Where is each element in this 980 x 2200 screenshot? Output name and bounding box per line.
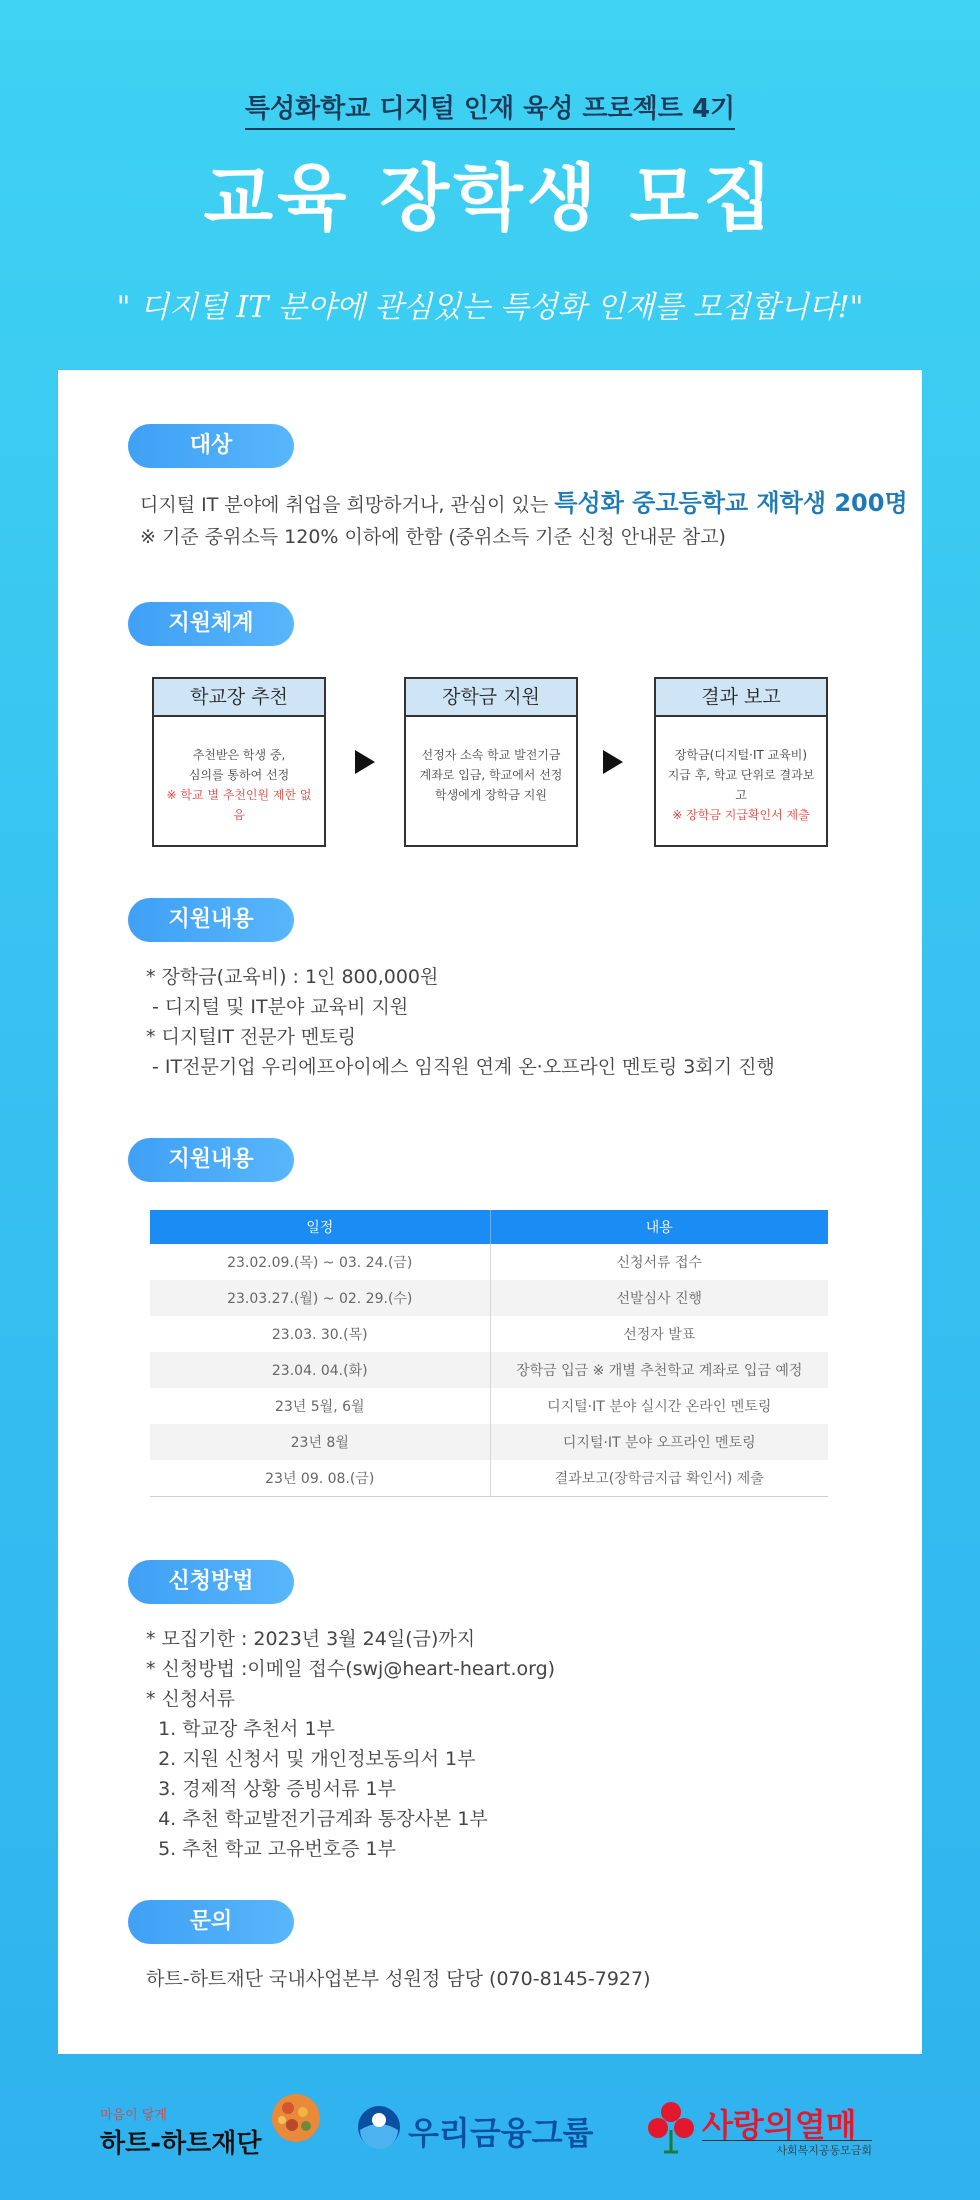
section-label-apply: 신청방법	[128, 1560, 294, 1604]
contact-text: 하트-하트재단 국내사업본부 성원정 담당 (070-8145-7927)	[146, 1968, 651, 1990]
section-label-schedule: 지원내용	[128, 1138, 294, 1182]
flow-step-text: 선정자 소속 학교 발전기금	[421, 748, 561, 762]
flow-step-scholarship	[404, 677, 578, 847]
flow-arrow-icon	[355, 750, 375, 774]
love-subtitle: 사회복지공동모금회	[702, 2140, 872, 2158]
list-item: * 신청서류	[146, 1688, 235, 1710]
table-row	[150, 1424, 828, 1460]
table-header: 내용	[490, 1210, 828, 1244]
apply-list	[146, 1624, 555, 1864]
flow-arrow-icon	[603, 750, 623, 774]
heart-name: 하트-하트재단	[100, 2129, 262, 2159]
table-row	[150, 1316, 828, 1352]
table-cell: 선정자 발표	[623, 1327, 696, 1343]
flow-step-text: 장학금(디지털·IT 교육비)	[674, 748, 808, 762]
flow-step-text: 심의를 통하여 선정	[188, 768, 290, 782]
flow-step-report	[654, 677, 828, 847]
table-cell: 23년 8월	[150, 1424, 490, 1460]
list-item: - IT전문기업 우리에프아이에스 임직원 연계 온·오프라인 멘토링 3회기 진행	[146, 1056, 775, 1078]
section-label-contact: 문의	[128, 1900, 294, 1944]
flow-step-note: ※ 학교 별 추천인원 제한 없음	[166, 788, 312, 822]
table-row	[150, 1244, 828, 1280]
table-cell: 디지털·IT 분야 실시간 온라인 멘토링	[547, 1399, 772, 1415]
list-item: * 디지털IT 전문가 멘토링	[146, 1026, 357, 1048]
table-header: 일정	[150, 1210, 490, 1244]
content-card	[58, 370, 922, 2054]
target-line-1: 디지털 IT 분야에 취업을 희망하거나, 관심이 있는 특성화 중고등학교 재학생 200명	[140, 489, 908, 517]
header	[0, 0, 980, 370]
list-item: 5. 추천 학교 고유번호증 1부	[146, 1838, 396, 1860]
flow-step-text: 학생에게 장학금 지원	[435, 788, 547, 802]
flow-step-text: 지급 후, 학교 단위로 결과보고	[667, 768, 815, 802]
page-title: 교육 장학생 모집	[203, 156, 777, 240]
flow-step-title: 장학금 지원	[406, 679, 576, 717]
mosaic-circle-icon	[270, 2092, 322, 2144]
section-label-target: 대상	[128, 424, 294, 468]
list-item: - 디지털 및 IT분야 교육비 지원	[146, 996, 409, 1018]
list-item: * 모집기한 : 2023년 3월 24일(금)까지	[146, 1628, 476, 1650]
flow-step-text: 추천받은 학생 중,	[192, 748, 286, 762]
target-line-2: ※ 기준 중위소득 120% 이하에 한함 (중위소득 기준 신청 안내문 참고)	[140, 526, 726, 548]
table-row	[150, 1460, 828, 1496]
table-header-row	[150, 1210, 828, 1244]
table-cell: 신청서류 접수	[616, 1255, 703, 1271]
flow-step-title: 학교장 추천	[154, 679, 324, 717]
list-item: 3. 경제적 상황 증빙서류 1부	[146, 1778, 396, 1800]
woori-name: 우리금융그룹	[408, 2114, 594, 2152]
section-label-content: 지원내용	[128, 898, 294, 942]
flow-step-note: ※ 장학금 지급확인서 제출	[672, 808, 810, 822]
love-fruit-logo	[646, 2104, 896, 2164]
table-cell: 디지털·IT 분야 오프라인 멘토링	[490, 1424, 828, 1460]
table-row	[150, 1280, 828, 1316]
list-item: * 신청방법 :이메일 접수(swj@heart-heart.org)	[146, 1658, 556, 1680]
woori-emblem-icon	[356, 2104, 402, 2150]
list-item: * 장학금(교육비) : 1인 800,000원	[146, 966, 439, 988]
list-item: 1. 학교장 추천서 1부	[146, 1718, 335, 1740]
table-row	[150, 1388, 828, 1424]
table-cell: 23년 09. 08.(금)	[150, 1460, 490, 1496]
flow-step-recommend	[152, 677, 326, 847]
flow-step-title: 결과 보고	[656, 679, 826, 717]
heart-heart-logo	[100, 2104, 320, 2164]
table-cell: 23.04. 04.(화)	[150, 1352, 490, 1388]
content-list	[146, 962, 775, 1082]
footer-logos	[0, 2054, 980, 2200]
heart-slogan: 마음이 닿게	[100, 2108, 167, 2123]
table-cell: 23.03.27.(월) ~ 02. 29.(수)	[150, 1280, 490, 1316]
project-subtitle: 특성화학교 디지털 인재 육성 프로젝트 4기	[0, 88, 980, 125]
table-cell: 결과보고(장학금지급 확인서) 제출	[490, 1460, 828, 1496]
table-cell: 선발심사 진행	[490, 1280, 828, 1316]
flow-step-text: 계좌로 입금, 학교에서 선정	[419, 768, 563, 782]
section-label-system: 지원체계	[128, 602, 294, 646]
table-row	[150, 1352, 828, 1388]
table-cell: 23.03. 30.(목)	[150, 1316, 490, 1352]
table-cell: 23.02.09.(목) ~ 03. 24.(금)	[150, 1244, 490, 1280]
table-cell: 23년 5월, 6월	[150, 1388, 490, 1424]
target-highlight: 특성화 중고등학교 재학생 200명	[554, 489, 908, 517]
woori-logo	[356, 2104, 616, 2164]
slogan: " 디지털 IT 분야에 관심있는 특성화 인재를 모집합니다!"	[116, 290, 864, 325]
schedule-table	[150, 1210, 828, 1497]
list-item: 4. 추천 학교발전기금계좌 통장사본 1부	[146, 1808, 488, 1830]
red-fruit-icon	[646, 2100, 696, 2154]
love-name: 사랑의열매	[702, 2106, 857, 2144]
list-item: 2. 지원 신청서 및 개인정보동의서 1부	[146, 1748, 476, 1770]
table-cell: 장학금 입금 ※ 개별 추천학교 계좌로 입금 예정	[490, 1352, 828, 1388]
